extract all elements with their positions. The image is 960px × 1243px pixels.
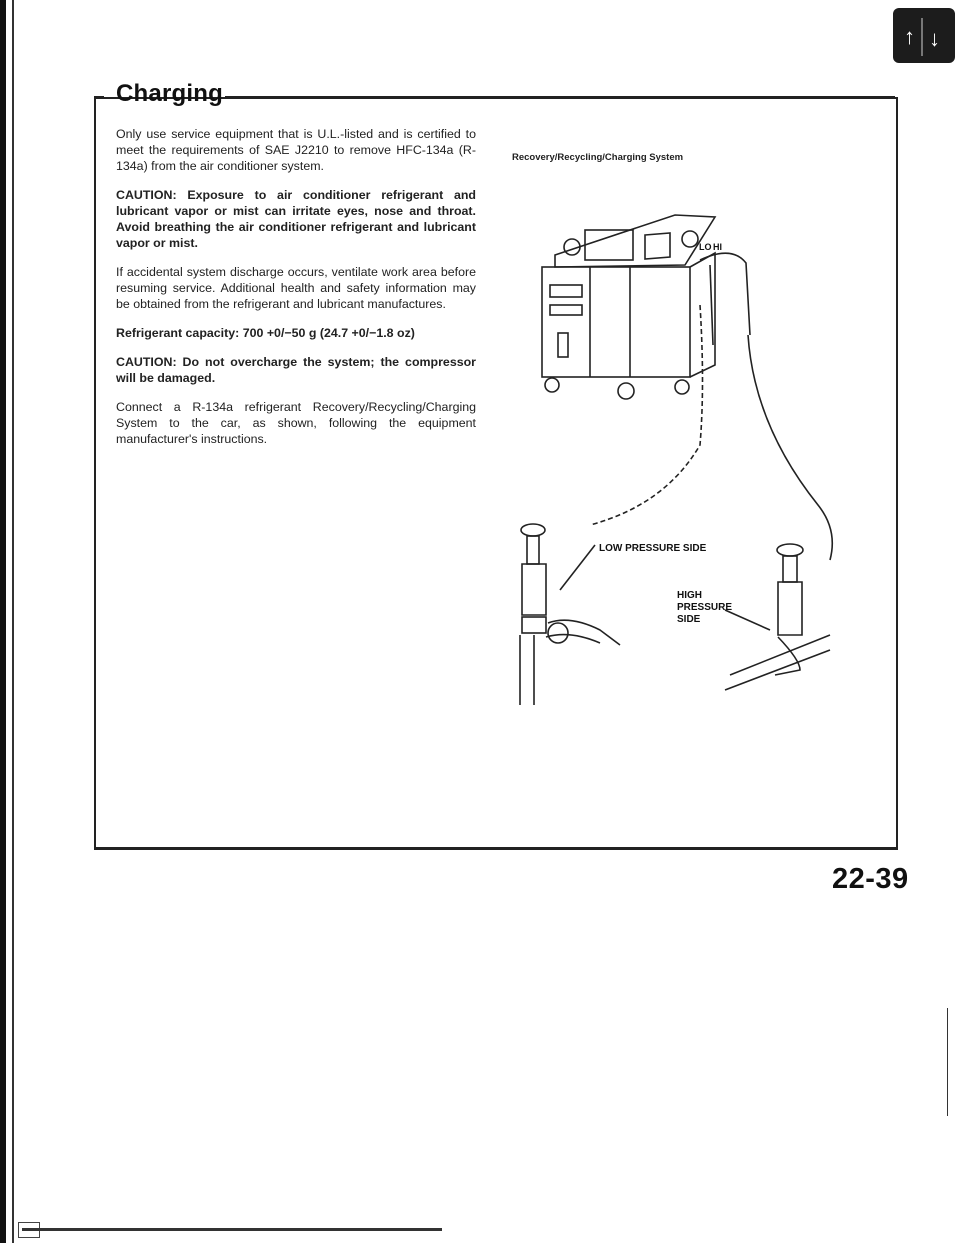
page-number: 22-39 <box>832 863 909 895</box>
charging-system-drawing <box>500 205 860 715</box>
gauge-hi-label: HI <box>713 242 722 252</box>
caution-exposure: CAUTION: Exposure to air conditioner refrigerant and lubricant vapor or mist can irritate eyes, nose and throat. Avoid breathing the air conditioner refrigerant and lubricant vapor or mist. <box>116 188 476 250</box>
right-edge-mark <box>947 1008 948 1116</box>
charging-system-illustration <box>500 205 860 715</box>
figure-title: Recovery/Recycling/Charging System <box>512 152 684 163</box>
body-text <box>116 126 476 460</box>
page-edge-rule <box>0 0 6 1243</box>
up-down-arrows-icon: ↑ ↓ <box>893 8 955 63</box>
high-pressure-side-label: HIGH PRESSURE SIDE <box>677 590 733 625</box>
low-pressure-side-label: LOW PRESSURE SIDE <box>599 543 707 554</box>
title-hook <box>94 96 104 98</box>
section-title: Charging <box>116 80 223 107</box>
refrigerant-capacity: Refrigerant capacity: 700 +0/−50 g (24.7 +0/−1.8 oz) <box>116 326 415 340</box>
page-edge-rule-thin <box>12 0 14 1243</box>
paragraph-connect: Connect a R-134a refrigerant Recovery/Recycling/Charging System to the car, as shown, following the equipment manufacturer's instructions. <box>116 400 476 446</box>
bottom-rule <box>22 1228 442 1231</box>
paragraph-discharge: If accidental system discharge occurs, ventilate work area before resuming service. Additional health and safety information may be obtained from the refrigerant and lubricant manufactures. <box>116 265 476 311</box>
caution-overcharge: CAUTION: Do not overcharge the system; the compressor will be damaged. <box>116 355 476 385</box>
paragraph-equipment: Only use service equipment that is U.L.-listed and is certified to meet the requirements of SAE J2210 to remove HFC-134a (R-134a) from the air conditioner system. <box>116 127 476 173</box>
gauge-lo-label: LO <box>699 242 712 252</box>
title-rule <box>225 96 895 98</box>
